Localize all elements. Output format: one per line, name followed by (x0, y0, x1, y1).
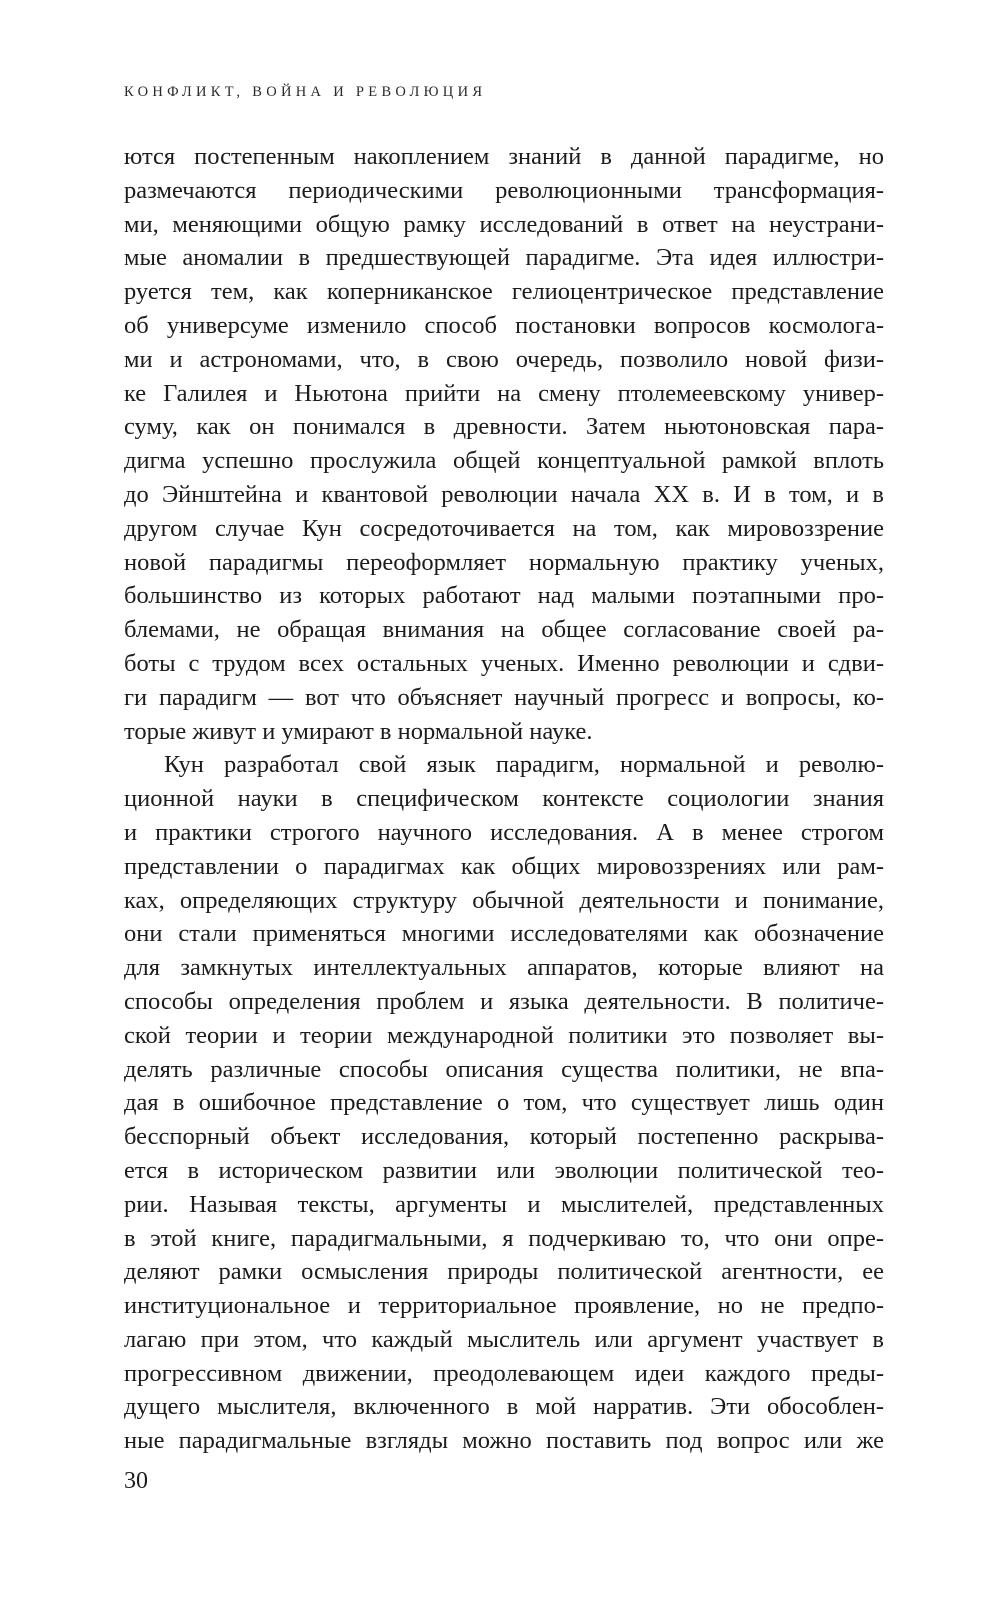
text-line: ционной науки в специфическом контексте социологии знания (124, 785, 884, 813)
text-line: торые живут и умирают в нормальной науке. (124, 717, 593, 745)
text-line: в этой книге, парадигмальными, я подчеркиваю то, что они опре- (124, 1224, 884, 1252)
text-line: и практики строгого научного исследования. А в менее строгом (124, 818, 884, 846)
text-line: ми и астрономами, что, в свою очередь, позволило новой физи- (124, 345, 884, 373)
text-line: Кун разработал свой язык парадигм, нормальной и револю- (164, 751, 884, 779)
text-line: деляют рамки осмысления природы политической агентности, ее (124, 1258, 884, 1286)
text-line: до Эйнштейна и квантовой революции начала XX в. И в том, и в (124, 480, 884, 508)
text-line: мые аномалии в предшествующей парадигме. Эта идея иллюстри- (124, 244, 884, 272)
text-line: суму, как он понимался в древности. Затем ньютоновская пара- (124, 413, 884, 441)
text-line: ется в историческом развитии или эволюции политической тео- (124, 1156, 884, 1184)
text-line: руется тем, как коперниканское гелиоцентрическое представление (124, 278, 884, 306)
text-line: ках, определяющих структуру обычной деятельности и понимание, (124, 886, 884, 914)
text-line: ги парадигм — вот что объясняет научный прогресс и вопросы, ко- (124, 683, 884, 711)
text-line: об универсуме изменило способ постановки вопросов космолога- (124, 311, 884, 339)
body-text (124, 140, 884, 1458)
text-line: они стали применяться многими исследователями как обозначение (124, 920, 884, 948)
text-line: ской теории и теории международной политики это позволяет вы- (124, 1021, 884, 1049)
text-line: ются постепенным накоплением знаний в данной парадигме, но (124, 143, 884, 170)
text-line: представлении о парадигмах как общих мировоззрениях или рам- (124, 852, 884, 880)
text-line: новой парадигмы переоформляет нормальную практику ученых, (124, 548, 884, 576)
text-line: дая в ошибочное представление о том, что существует лишь один (124, 1089, 884, 1117)
text-line: способы определения проблем и языка деятельности. В политиче- (124, 987, 884, 1015)
text-line: ные парадигмальные взгляды можно поставить под вопрос или же (124, 1427, 884, 1455)
text-line: бесспорный объект исследования, который постепенно раскрыва- (124, 1123, 884, 1151)
text-line: большинство из которых работают над малыми поэтапными про- (124, 582, 884, 610)
paragraph-1 (124, 140, 884, 748)
text-line: ке Галилея и Ньютона прийти на смену птолемеевскому универ- (124, 379, 884, 407)
text-line: рии. Называя тексты, аргументы и мыслителей, представленных (124, 1190, 884, 1218)
text-line: прогрессивном движении, преодолевающем идеи каждого преды- (124, 1359, 884, 1387)
text-line: для замкнутых интеллектуальных аппаратов, которые влияют на (124, 954, 884, 982)
text-line: размечаются периодическими революционными трансформация- (124, 176, 884, 204)
text-line: боты с трудом всех остальных ученых. Именно революции и сдви- (124, 649, 884, 677)
text-line: другом случае Кун сосредоточивается на том, как мировоззрение (124, 514, 884, 542)
text-line: дущего мыслителя, включенного в мой нарратив. Эти обособлен- (124, 1393, 884, 1421)
text-line: дигма успешно прослужила общей концептуальной рамкой вплоть (124, 447, 884, 475)
text-line: делять различные способы описания существа политики, не впа- (124, 1055, 884, 1083)
text-line: ми, меняющими общую рамку исследований в ответ на неустрани- (124, 210, 884, 238)
running-head: КОНФЛИКТ, ВОЙНА И РЕВОЛЮЦИЯ (124, 84, 487, 100)
page-number: 30 (124, 1468, 148, 1494)
text-line: лагаю при этом, что каждый мыслитель или аргумент участвует в (124, 1325, 884, 1353)
paragraph-2 (124, 748, 884, 1458)
text-line: институциональное и территориальное проявление, но не предпо- (124, 1292, 884, 1320)
text-line: блемами, не обращая внимания на общее согласование своей ра- (124, 616, 884, 644)
